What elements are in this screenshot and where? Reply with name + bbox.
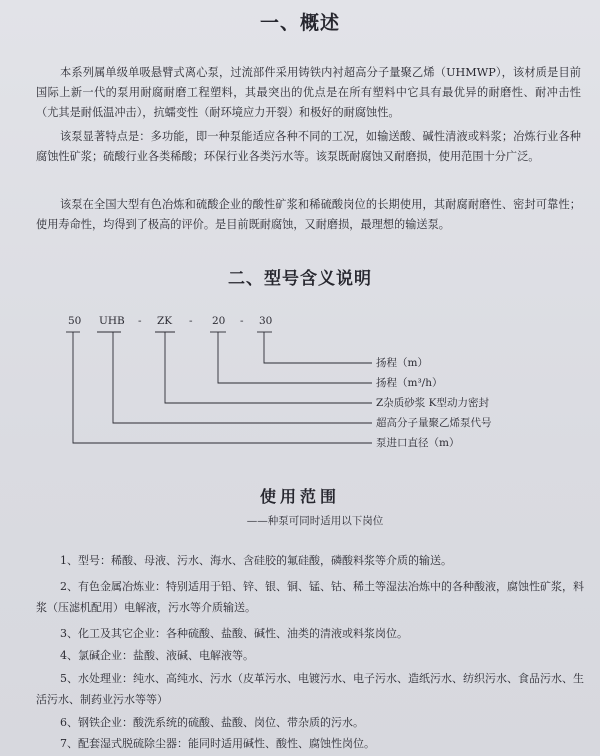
- application-item-7: 7、配套湿式脱硫除尘器：能同时适用碱性、酸性、腐蚀性岗位。: [60, 737, 375, 750]
- leader-line-zk: [165, 332, 372, 403]
- label-flow: 扬程（m³/h）: [376, 377, 443, 389]
- model-code-flow: 20: [212, 315, 226, 327]
- label-uhmwpe-code: 超高分子量聚乙烯泵代号: [376, 417, 492, 429]
- application-item-6: 6、钢铁企业：酸洗系统的硫酸、盐酸、岗位、带杂质的污水。: [60, 716, 364, 729]
- model-code-uhb: UHB: [99, 315, 125, 327]
- application-item-4: 4、氯碱企业：盐酸、液碱、电解液等。: [60, 649, 254, 662]
- model-code-diameter: 50: [68, 315, 82, 327]
- application-item-3: 3、化工及其它企业：各种硫酸、盐酸、碱性、油类的清液或料浆岗位。: [60, 627, 408, 640]
- model-code-dash: -: [189, 315, 193, 327]
- section-title-application-scope: 使用范围: [259, 487, 340, 506]
- model-code-head: 30: [259, 315, 273, 327]
- label-head: 扬程（m）: [376, 357, 428, 369]
- leader-line-uhb: [113, 332, 372, 423]
- leader-line-flow: [218, 332, 372, 383]
- model-code-dash: -: [240, 315, 244, 327]
- leader-line-diameter: [73, 332, 372, 443]
- section-title-model-meaning: 二、型号含义说明: [228, 269, 372, 289]
- application-subtitle: ——种泵可同时适用以下岗位: [246, 515, 384, 527]
- label-impurity-seal: Z杂质砂浆 K型动力密封: [376, 397, 489, 409]
- overview-paragraph-2: 该泵显著特点是：多功能，即一种泵能适应各种不同的工况，如输送酸、碱性清液或料浆；冶炼行业各种腐蚀性矿浆；硫酸行业各类稀酸；环保行业各类污水等。该泵既耐腐蚀又耐磨损，使用范围十分广泛。: [36, 130, 581, 163]
- overview-paragraph-1: 本系列属单级单吸悬臂式离心泵，过流部件采用铸铁内衬超高分子量聚乙烯（UHMWP），该材质是目前国际上新一代的泵用耐腐耐磨工程塑料，其最突出的优点是在所有塑料中它具有最优异的耐磨性、耐冲击性（尤其是耐低温冲击），抗蠕变性（耐环境应力开裂）和极好的耐腐蚀性。: [36, 66, 581, 119]
- application-item-5: 5、水处理业：纯水、高纯水、污水（皮革污水、电镀污水、电子污水、造纸污水、纺织污水、食品污水、生活污水、制药业污水等等）: [36, 672, 584, 706]
- leader-line-head: [264, 332, 372, 363]
- section-title-overview: 一、概述: [259, 12, 340, 34]
- application-item-2: 2、有色金属冶炼业：特别适用于铅、锌、银、铜、锰、钴、稀土等湿法冶炼中的各种酸液，腐蚀性矿浆，料浆（压滤机配用）电解液，污水等介质输送。: [36, 580, 584, 614]
- overview-paragraph-3: 该泵在全国大型有色冶炼和硫酸企业的酸性矿浆和稀硫酸岗位的长期使用，其耐腐耐磨性、密封可靠性；使用寿命性，均得到了极高的评价。是目前既耐腐蚀，又耐磨损，最理想的输送泵。: [36, 198, 581, 231]
- label-inlet-diameter: 泵进口直径（m）: [376, 437, 460, 449]
- application-item-1: 1、型号：稀酸、母液、污水、海水、含硅胶的氟硅酸，磷酸料浆等介质的输送。: [60, 554, 452, 567]
- model-code-leader-lines: [0, 300, 600, 460]
- model-code-zk: ZK: [157, 315, 173, 327]
- model-code-dash: -: [138, 315, 142, 327]
